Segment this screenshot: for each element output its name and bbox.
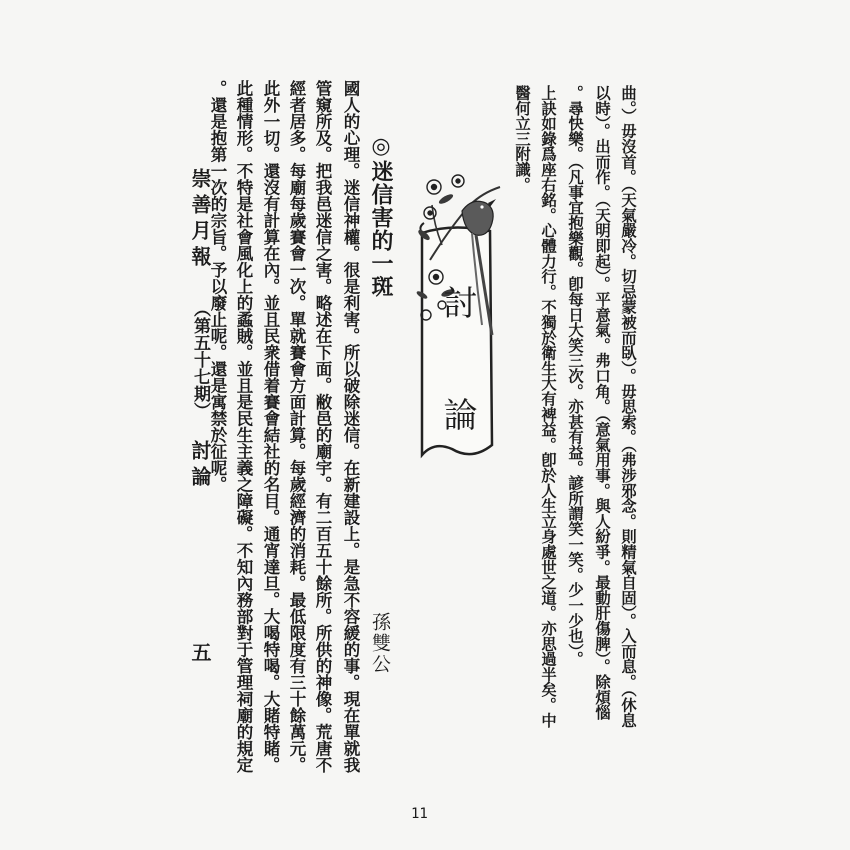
footer-magazine-name: 崇善月報	[188, 168, 212, 272]
article-column-1: 國人的心理。迷信神權。很是利害。所以破除迷信。在新建設上。是急不容緩的事。現在單就我	[341, 80, 360, 773]
article-column-4: 此外一切。還沒有計算在內。並且民衆借着賽會結社的名目。通宵達旦。大喝特喝。大賭特賭。	[261, 80, 280, 773]
previous-article-column-5: 醫何立三附識。	[513, 85, 531, 193]
article-column-6: 。還是抱第一次的宗旨。予以廢止呢。還是寓禁於征呢。	[208, 80, 227, 493]
section-label: 討論	[437, 285, 477, 509]
footer-section-name: 討論	[188, 440, 212, 492]
article-title: ◎迷信害的一斑	[368, 133, 394, 298]
article-column-2: 管窺所及。把我邑迷信之害。略述在下面。敝邑的廟宇。有二百五十餘所。所供的神像。荒唐不	[313, 80, 332, 773]
article-column-3: 經者居多。每廟每歲賽會一次。單就賽會方面計算。每歲經濟的消耗。最低限度有三十餘萬元。	[287, 80, 306, 773]
article-column-5: 此種情形。不特是社會風化上的蟊賊。並且是民生主義之障礙。不知內務部對于管理祠廟的規定	[234, 80, 253, 773]
article-author: 孫雙公	[369, 612, 391, 675]
previous-article-column-2: 以時）。出而作。（天明即起）。平意氣。弗口角。（意氣用事。與人紛爭。最動肝傷脾）。除煩惱	[593, 85, 611, 720]
previous-article-column-1: 曲。）毋沒首。（天氣嚴冷。切忌蒙被而臥）。毋思索。（弗涉邪念。則精氣自固）。入而息。（休息	[619, 85, 637, 728]
page-number: 11	[411, 806, 428, 822]
footer-issue-number: （第五十七期）	[190, 300, 210, 419]
footer-page-chinese: 五	[188, 642, 212, 662]
previous-article-column-4: 上訣如錄爲座右銘。心體力行。不獨於衛生大有裨益。卽於人生立身處世之道。亦思過半矣。中	[539, 85, 557, 728]
previous-article-column-3: 。尋快樂。（凡事宜抱樂觀。卽每日大笑三次。亦甚有益。諺所謂笑一笑。少一少也）。	[566, 85, 584, 667]
